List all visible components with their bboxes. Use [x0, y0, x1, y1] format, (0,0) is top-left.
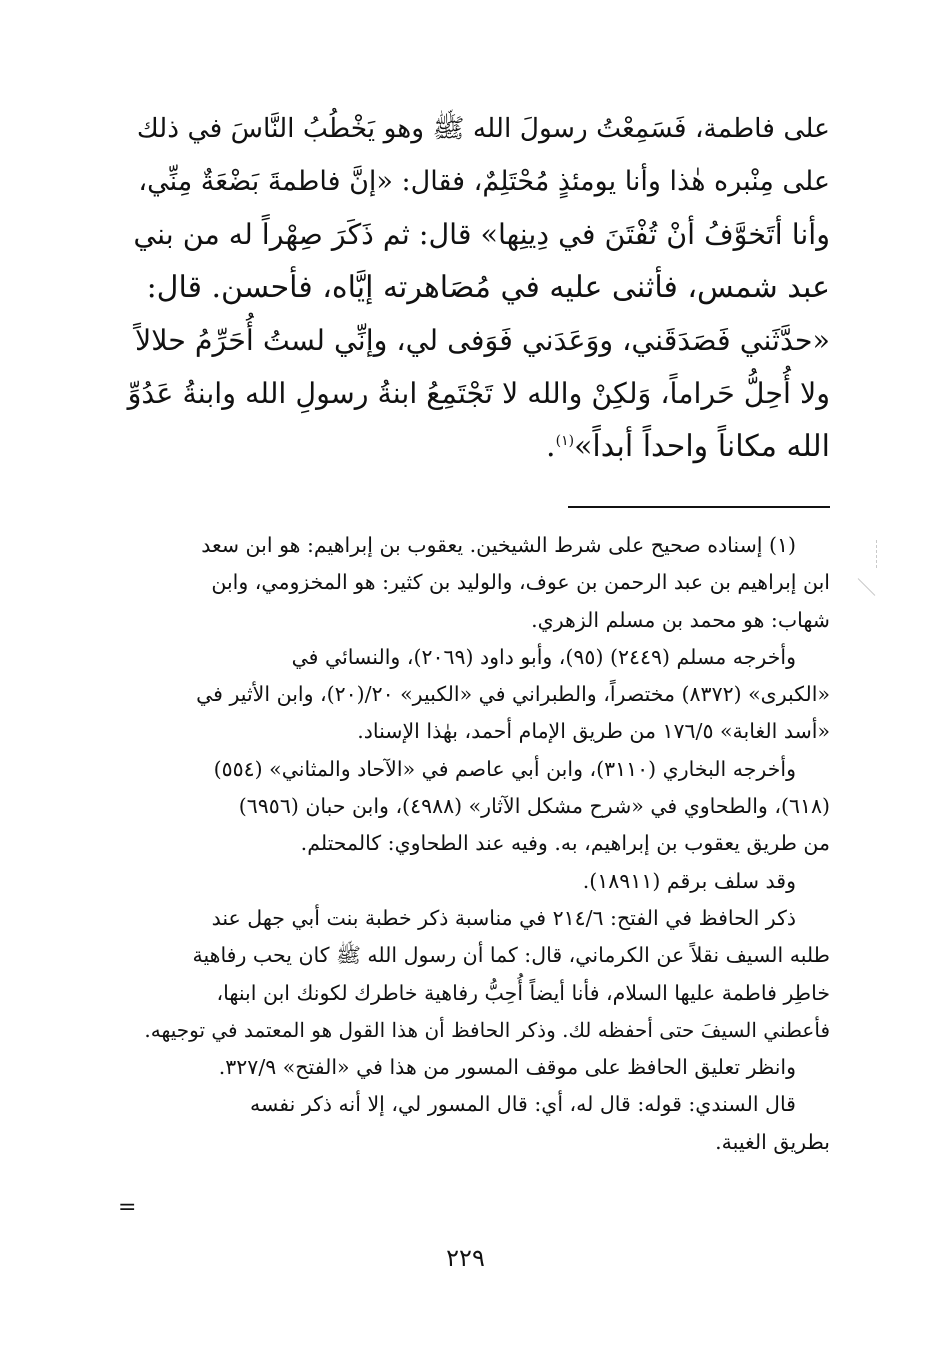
footnote-line: خاطِر فاطمة عليها السلام، فأنا أيضاً أُحِبُّ رفاهية خاطرك لكونك ابن ابنها،: [216, 980, 830, 1005]
footnote-line: وانظر تعليق الحافظ على موقف المسور من هذا في «الفتح» ٣٢٧/٩.: [218, 1055, 796, 1080]
footnote-line: «أسد الغابة» ١٧٦/٥ من طريق الإمام أحمد، بهٰذا الإسناد.: [357, 719, 830, 744]
footnote-line: (١) إسناده صحيح على شرط الشيخين. يعقوب بن إبراهيم: هو ابن سعد: [201, 533, 796, 557]
main-text-line: ولا أُحِلُّ حَراماً، وَلكِنْ والله لا تَجْتَمِعُ ابنةُ رسولِ الله وابنةُ عَدُوِّ: [127, 377, 830, 410]
footnote-line: قال السندي: قوله: قال له، أي: قال المسور لي، إلا أنه ذكر نفسه: [249, 1092, 796, 1117]
main-text-line-content: الله مكاناً واحداً أبداً»: [574, 429, 830, 464]
footnote-line: شهاب: هو محمد بن مسلم الزهري.: [531, 607, 830, 632]
footnote-line: وأخرجه مسلم (٢٤٤٩) (٩٥)، وأبو داود (٢٠٦٩)، والنسائي في: [291, 644, 796, 669]
main-text-end-mark: .: [546, 429, 556, 464]
footnote-line: فأعطني السيفَ حتى أحفظه لك. وذكر الحافظ أن هذا القول هو المعتمد في توجيهه.: [144, 1017, 830, 1042]
footnote-line: ذكر الحافظ في الفتح: ٢١٤/٦ في مناسبة ذكر خطبة بنت أبي جهل عند: [211, 905, 796, 930]
main-text-block: [128, 102, 830, 473]
footnote-reference: (١): [555, 433, 575, 449]
footnote-line: وقد سلف برقم (١٨٩١١).: [582, 868, 796, 893]
main-text-line: عبد شمس، فأثنى عليه في مُصَاهرته إيَّاه، فأحسن. قال:: [146, 270, 830, 305]
footnotes-block: [128, 527, 830, 1161]
footnote-line: طلبه السيف نقلاً عن الكرماني، قال: كما أن رسول الله ﷺ كان يحب رفاهية: [192, 943, 830, 968]
margin-scan-mark: [876, 540, 877, 568]
main-text-line: على مِنْبره هٰذا وأنا يومئذٍ مُحْتَلِمٌ، فقال: «إنَّ فاطمةَ بَضْعَةٌ مِنِّي،: [138, 166, 830, 197]
main-text-last-line: [128, 420, 830, 473]
footnote-line: بطريق الغيبة.: [715, 1129, 830, 1154]
footnote-line: «الكبرى» (٨٣٧٢) مختصراً، والطبراني في «الكبير» ٢٠/(٢٠)، وابن الأثير في: [196, 682, 830, 707]
continuation-marker: =: [118, 1195, 137, 1220]
page-number: ٢٢٩: [446, 1244, 485, 1272]
margin-scan-mark: [858, 578, 876, 596]
footnote-line: من طريق يعقوب بن إبراهيم، به. وفيه عند الطحاوي: كالمحتلم.: [300, 831, 830, 856]
footnote-separator-rule: [568, 506, 830, 508]
main-text-line: على فاطمة، فَسَمِعْتُ رسولَ الله ﷺ وهو يَخْطُبُ النَّاسَ في ذلك: [136, 113, 830, 144]
main-text-line: وأنا أتَخوَّفُ أنْ تُفْتَنَ في دِينِها» قال: ثم ذَكَرَ صِهْراً له من بني: [133, 218, 830, 251]
footnote-line: (٦١٨)، والطحاوي في «شرح مشكل الآثار» (٤٩٨٨)، وابن حبان (٦٩٥٦): [238, 794, 830, 819]
footnote-line: ابن إبراهيم بن عبد الرحمن بن عوف، والوليد بن كثير: هو المخزومي، وابن: [211, 570, 830, 595]
main-text-line: «حدَّثَني فَصَدَقَني، ووَعَدَني فَوَفى لي، وإنِّي لستُ أُحَرِّمُ حلالاً: [134, 324, 830, 357]
footnote-line: وأخرجه البخاري (٣١١٠)، وابن أبي عاصم في «الآحاد والمثاني» (٥٥٤): [213, 756, 796, 781]
